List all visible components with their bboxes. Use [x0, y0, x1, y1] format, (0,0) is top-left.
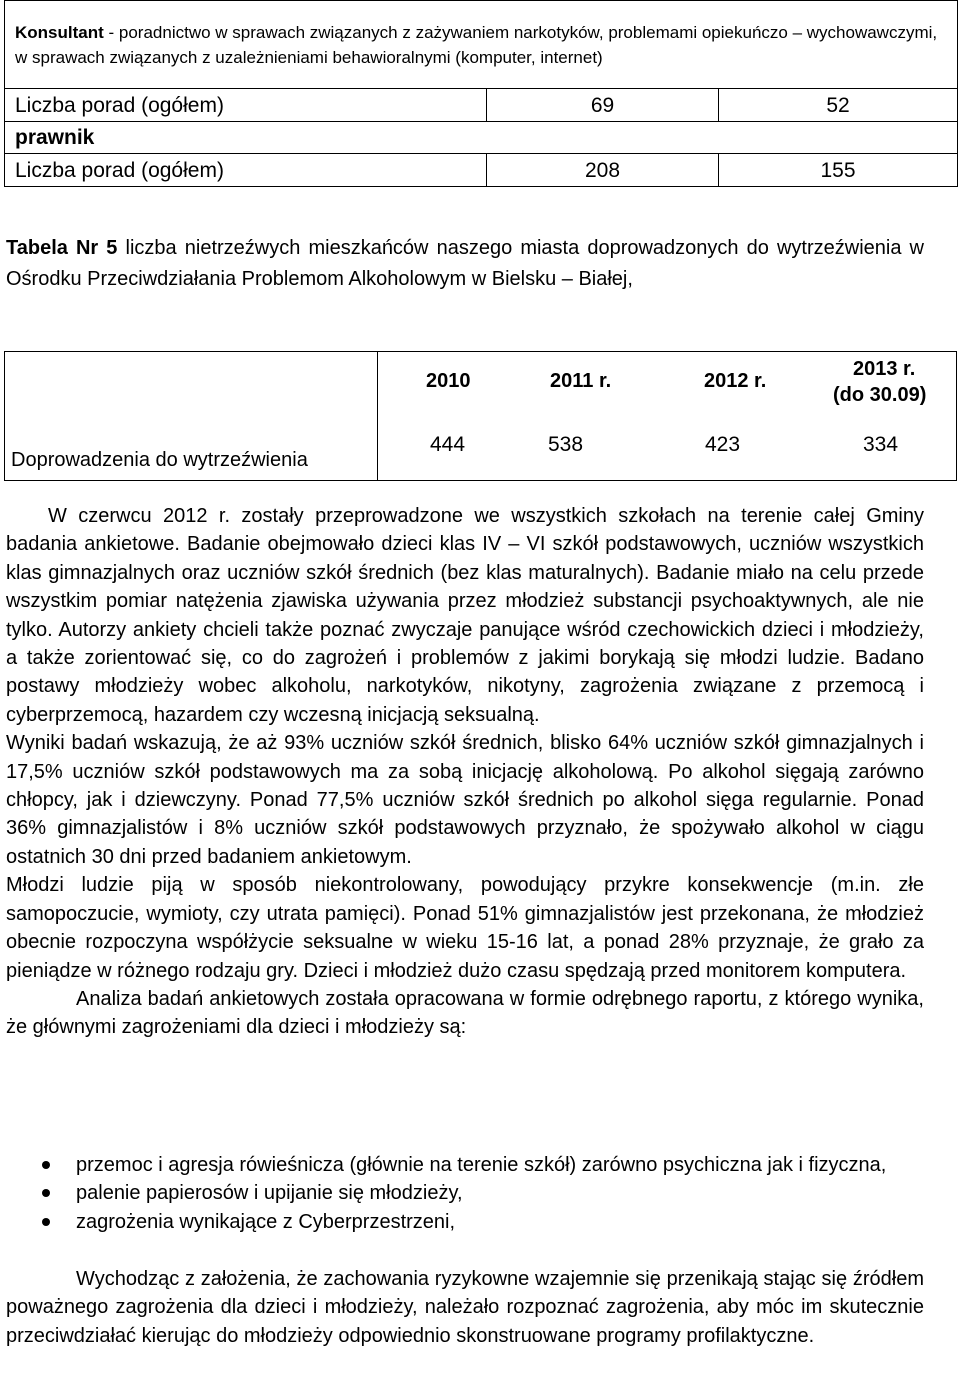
value-cell: 538 [548, 433, 584, 456]
year-label-note: (do 30.09) [833, 384, 927, 406]
list-item [6, 1151, 924, 1179]
consultant-text: - poradnictwo w sprawach związanych z zażywaniem narkotyków, problemami opiekuńczo – wychowawczymi, w sprawach związanych z uzależnieniami behawioralnymi (komputer, internet) [15, 22, 938, 67]
paragraph: Młodzi ludzie piją w sposób niekontrolowany, powodujący przykre konsekwencje (m.in. złe samopoczucie, wymioty, czy utrata pamięci). Ponad 51% gimnazjalistów jest przekonana, że młodzież obecnie rozpoczyna współżycie seksualne w wieku 15-16 lat, a ponad 28% przyznaje, że grało za pieniądze w różnego rodzaju gry. Dzieci i młodzież dużo czasu spędzają przed monitorem komputera. [6, 874, 924, 982]
sobering-table [4, 351, 957, 481]
bullet-icon [42, 1189, 50, 1197]
bullet-icon [42, 1218, 50, 1226]
table-row [5, 89, 958, 122]
paragraph: Wyniki badań wskazują, że aż 93% uczniów szkół średnich, blisko 64% uczniów szkół gimnazjalnych i 17,5% uczniów szkół podstawowych ma za sobą inicjację alkoholową. Po alkohol sięgają zarówno chłopcy, jak i dziewczyny. Ponad 77,5% uczniów szkół średnich po alkohol sięga regularnie. Ponad 36% gimnazjalistów i 8% uczniów szkół podstawowych przyznało, że spożywało alkohol w ciągu ostatnich 30 dni przed badaniem ankietowym. [6, 732, 924, 868]
value-cell: 334 [863, 433, 899, 456]
list-item-text: przemoc i agresja rówieśnicza (głównie na terenie szkół) zarówno psychiczna jak i fizyczna, [76, 1154, 887, 1176]
paragraph: W czerwcu 2012 r. zostały przeprowadzone we wszystkich szkołach na terenie całej Gminy badania ankietowe. Badanie obejmowało dzieci klas IV – VI szkół podstawowych, uczniów wszystkich klas gimnazjalnych oraz uczniów szkół średnich (bez klas maturalnych). Badanie miało na celu przede wszystkim pomiar natężenia zjawiska używania przez młodzież substancji psychoaktywnych, ale nie tylko. Autorzy ankiety chcieli także poznać zwyczaje panujące wśród czechowickich dzieci i młodzieży, a także zorientować się, co do zagrożeń i problemów z jakimi borykają się młodzi ludzie. Badano postawy młodzieży wobec alkoholu, narkotyków, nikotyny, zagrożenia związane z przemocą i cyberprzemocą, hazardem czy wczesną inicjacją seksualną. [6, 505, 924, 726]
caption-title: Tabela Nr 5 [6, 237, 118, 259]
consultant-heading: Konsultant [15, 22, 104, 42]
threat-list [6, 1151, 924, 1236]
paragraph: Wychodząc z założenia, że zachowania ryzykowne wzajemnie się przenikają stając się źródłem poważnego zagrożenia dla dzieci i młodzieży, należało rozpoznać zagrożenia, aby móc im skutecznie przeciwdziałać kierując do młodzieży odpowiednio skonstruowane programy profilaktyczne. [6, 1268, 924, 1347]
value-cell: 444 [430, 433, 466, 456]
body-text [6, 502, 924, 1042]
caption-text: liczba nietrzeźwych mieszkańców naszego miasta doprowadzonych do wytrzeźwienia w Ośrodku Przeciwdziałania Problemom Alkoholowym w Bielsku – Białej, [6, 237, 925, 290]
closing-text [6, 1265, 924, 1350]
bullet-icon [42, 1161, 50, 1169]
row-label: Doprowadzenia do wytrzeźwienia [5, 352, 378, 481]
year-values-cell [378, 352, 957, 481]
cell-value: 208 [487, 154, 719, 187]
consultant-description [5, 1, 958, 89]
year-label: 2010 [426, 370, 471, 392]
list-item-text: palenie papierosów i upijanie się młodzieży, [76, 1182, 463, 1205]
value-cell: 423 [705, 433, 741, 456]
table-row [5, 154, 958, 187]
consultation-table [4, 0, 958, 187]
cell-value: 52 [719, 89, 958, 122]
row-label: Liczba porad (ogółem) [5, 89, 487, 122]
list-item-text: zagrożenia wynikające z Cyberprzestrzeni, [76, 1210, 456, 1233]
year-label: 2012 r. [704, 370, 767, 392]
cell-value: 69 [487, 89, 719, 122]
table-caption [6, 233, 924, 295]
row-label: Liczba porad (ogółem) [5, 154, 487, 187]
cell-value: 155 [719, 154, 958, 187]
list-item [6, 1179, 924, 1207]
lawyer-heading: prawnik [5, 122, 958, 154]
year-label: 2011 r. [550, 370, 612, 392]
table-row [5, 1, 958, 89]
list-item [6, 1208, 924, 1236]
paragraph: Analiza badań ankietowych została opracowana w formie odrębnego raportu, z którego wynika, że głównymi zagrożeniami dla dzieci i młodzieży są: [6, 987, 924, 1039]
year-label: 2013 r. [853, 358, 916, 380]
table-row [5, 352, 957, 481]
table-row [5, 122, 958, 154]
